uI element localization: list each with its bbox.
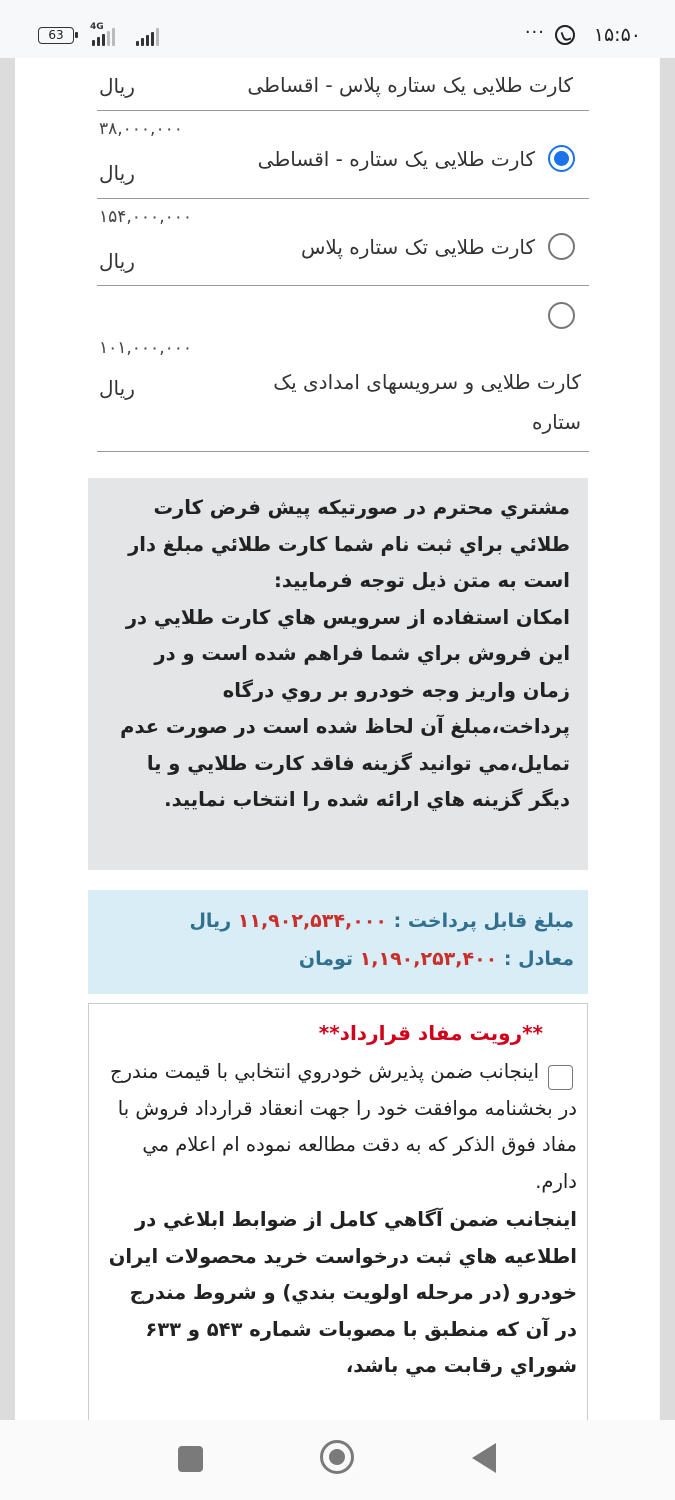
gold-card-notice <box>88 478 588 870</box>
back-button[interactable] <box>472 1443 496 1473</box>
option-label-line2: ستاره <box>531 410 581 434</box>
option-price: ۱۵۴,۰۰۰,۰۰۰ <box>99 207 192 227</box>
notice-text-details: امكان استفاده از سرويس هاي كارت طلايي در اين فروش براي شما فراهم شده است و در زمان واريز وجه خودرو بر روي درگاه پرداخت،مبلغ آن لحاظ شده است در صورت عدم تمايل،مي توانيد گزينه فاقد كارت طلايي و يا ديگر گزينه هاي ارائه شده را انتخاب نماييد. <box>120 605 570 811</box>
recents-button[interactable] <box>178 1446 203 1472</box>
notice-text: مشتري محترم در صورتيکه پيش فرض کارت طلائي براي ثبت نام شما کارت طلائي مبلغ دار است به متن ذيل توجه فرماييد: <box>128 496 570 592</box>
option-price-unit: ریال <box>99 74 135 98</box>
signal-icon <box>136 24 159 46</box>
option-price-unit: ریال <box>99 161 135 185</box>
equivalent-label: معادل <box>518 948 574 970</box>
radio-button[interactable] <box>548 302 575 329</box>
contract-title: **رويت مفاد قرارداد** <box>318 1021 543 1045</box>
radio-button-selected[interactable] <box>548 145 575 172</box>
option-label-line1: کارت طلایی و سرویسهای امدادی یک <box>273 370 581 394</box>
option-label: کارت طلایی تک ستاره پلاس <box>300 235 535 259</box>
network-type-label: 4G <box>90 22 104 32</box>
option-price: ۳۸,۰۰۰,۰۰۰ <box>99 119 183 139</box>
option-price-unit: ریال <box>99 249 135 273</box>
gold-card-option[interactable] <box>97 111 589 199</box>
status-bar <box>0 0 675 58</box>
payable-amount-box <box>88 890 588 994</box>
signal-4g-icon <box>92 24 115 46</box>
gold-card-option[interactable] <box>97 199 589 286</box>
page-edge-right <box>660 58 675 1420</box>
option-label: کارت طلایی یک ستاره - اقساطی <box>257 147 535 171</box>
gold-card-option[interactable] <box>97 286 589 452</box>
payable-label: مبلغ قابل پرداخت : <box>393 910 574 932</box>
battery-icon: 63 <box>38 27 74 44</box>
agreement-checkbox[interactable] <box>548 1065 573 1090</box>
gold-card-option[interactable] <box>97 58 589 111</box>
page-edge-left <box>0 58 15 1420</box>
toman-unit: تومان <box>298 948 354 970</box>
colon: : <box>503 948 512 970</box>
clock: ۱۵:۵۰ <box>593 24 641 46</box>
amount-rial: ۱۱,۹۰۲,۵۳۴,۰۰۰ <box>237 910 387 932</box>
system-nav-bar <box>0 1420 675 1500</box>
option-price-unit: ریال <box>99 376 135 400</box>
contract-terms-box <box>88 1003 588 1420</box>
rial-unit: ریال <box>189 910 232 932</box>
more-notifications-icon: ··· <box>524 22 545 43</box>
option-price: ۱۰۱,۰۰۰,۰۰۰ <box>99 338 192 358</box>
radio-button[interactable] <box>548 233 575 260</box>
home-button[interactable] <box>320 1440 354 1474</box>
whatsapp-icon <box>555 25 575 45</box>
option-label: کارت طلایی یک ستاره پلاس - اقساطی <box>247 73 573 97</box>
amount-toman: ۱,۱۹۰,۲۵۳,۴۰۰ <box>359 948 498 970</box>
terms-acknowledgement-text: اينجانب ضمن آگاهي کامل از ضوابط ابلاغي در اطلاعيه هاي ثبت درخواست خريد محصولات ايران خودرو (در مرحله اولويت بندي) و شروط مندرج در آن که منطبق با مصوبات شماره ۵۴۳ و ۶۳۳ شوراي رقابت مي باشد، <box>108 1208 577 1377</box>
agreement-text: اينجانب ضمن پذيرش خودروي انتخابي با قيمت مندرج در بخشنامه موافقت خود را جهت انعقاد قرارداد فروش با مفاد فوق الذکر که به دقت مطالعه نموده ام اعلام مي دارم. <box>110 1060 577 1193</box>
web-page <box>15 58 659 1420</box>
